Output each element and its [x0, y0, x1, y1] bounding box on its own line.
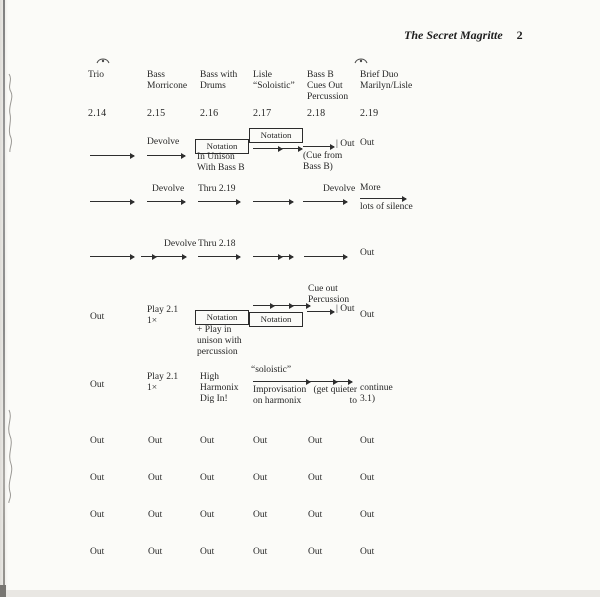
cell-text: “soloistic”	[251, 365, 292, 375]
out-label: Out	[308, 436, 323, 446]
out-label: Out	[253, 510, 268, 520]
out-label: Out	[148, 510, 163, 520]
arrow-icon	[253, 148, 302, 149]
out-label: Out	[360, 510, 375, 520]
arrow-icon	[198, 256, 240, 257]
column-header-bass-with-drums: Bass with Drums	[200, 70, 238, 91]
out-label: Out	[148, 547, 163, 557]
arrow-icon	[253, 305, 310, 306]
notation-box: Notation	[249, 128, 303, 143]
arrow-icon	[307, 311, 334, 312]
out-label: Out	[200, 547, 215, 557]
out-label: Out	[90, 547, 105, 557]
section-number: 2.19	[360, 108, 379, 119]
section-number: 2.16	[200, 108, 219, 119]
scan-squiggle-icon	[4, 72, 18, 152]
out-label: Out	[308, 473, 323, 483]
cell-text: Play 2.1 1×	[147, 372, 179, 393]
cell-text: continue 3.1)	[360, 383, 393, 404]
column-header-bass-b: Bass B Cues Out Percussion	[307, 70, 349, 102]
column-header-trio: Trio	[88, 70, 105, 80]
arrow-icon	[303, 201, 347, 202]
arrow-icon	[360, 198, 406, 199]
out-label: Out	[360, 473, 375, 483]
cell-text: Out	[90, 380, 105, 390]
out-label: Out	[200, 510, 215, 520]
out-label: Out	[148, 436, 163, 446]
cell-text: lots of silence	[360, 202, 413, 212]
section-number: 2.18	[307, 108, 326, 119]
arrow-icon	[253, 256, 293, 257]
arrow-icon	[303, 146, 334, 147]
cell-text: Thru 2.19	[198, 184, 236, 194]
column-header-bass-morricone: Bass Morricone	[147, 70, 188, 91]
arrow-icon	[90, 155, 134, 156]
arrow-icon	[147, 155, 185, 156]
arrow-icon	[253, 201, 293, 202]
arrow-icon	[304, 256, 347, 257]
cell-text: Devolve	[164, 239, 197, 249]
bottom-left-scan-mark	[0, 585, 6, 597]
fermata-icon	[95, 53, 111, 65]
cell-text: | Out	[336, 139, 355, 149]
arrow-icon	[90, 256, 134, 257]
cell-text: (get quieter to	[313, 385, 357, 406]
cell-text: (Cue from Bass B)	[303, 151, 343, 172]
cell-text: + Play in unison with percussion	[197, 325, 242, 357]
arrow-icon	[90, 201, 134, 202]
page-bottom-edge	[0, 590, 600, 597]
out-label: Out	[308, 510, 323, 520]
cell-text: Out	[360, 138, 375, 148]
out-label: Out	[360, 436, 375, 446]
cell-text: Improvisation on harmonix	[253, 385, 307, 406]
cell-text: Devolve	[152, 184, 185, 194]
out-label: Out	[253, 547, 268, 557]
arrow-icon	[147, 201, 185, 202]
out-label: Out	[308, 547, 323, 557]
cell-text: Thru 2.18	[198, 239, 236, 249]
column-header-brief-duo: Brief Duo Marilyn/Lisle	[360, 70, 413, 91]
cell-text: Out	[360, 248, 375, 258]
cell-text: More	[360, 183, 381, 193]
running-head	[404, 28, 523, 43]
cell-text: Devolve	[323, 184, 356, 194]
cell-text: In Unison With Bass B	[197, 152, 245, 173]
notation-box: Notation	[195, 139, 249, 154]
out-label: Out	[90, 436, 105, 446]
notation-box: Notation	[195, 310, 249, 325]
notation-box: Notation	[249, 312, 303, 327]
section-number: 2.14	[88, 108, 107, 119]
arrow-icon	[253, 381, 310, 382]
section-number: 2.15	[147, 108, 166, 119]
cell-text: | Out	[336, 304, 355, 314]
cell-text: Out	[360, 310, 375, 320]
fermata-icon	[353, 53, 369, 65]
out-label: Out	[253, 473, 268, 483]
out-label: Out	[90, 510, 105, 520]
scan-squiggle-icon	[2, 408, 18, 503]
arrow-icon	[307, 381, 352, 382]
cell-text: Out	[90, 312, 105, 322]
cell-text: Play 2.1 1×	[147, 305, 179, 326]
out-label: Out	[360, 547, 375, 557]
arrow-icon	[198, 201, 240, 202]
cell-text: Cue out Percussion	[308, 284, 350, 305]
page-number: 2	[516, 28, 523, 42]
out-label: Out	[200, 473, 215, 483]
arrow-icon	[141, 256, 186, 257]
out-label: Out	[200, 436, 215, 446]
column-header-lisle: Lisle “Soloistic”	[253, 70, 295, 91]
out-label: Out	[90, 473, 105, 483]
out-label: Out	[253, 436, 268, 446]
section-number: 2.17	[253, 108, 272, 119]
out-label: Out	[148, 473, 163, 483]
page-title: The Secret Magritte	[404, 28, 503, 42]
cell-text: Devolve	[147, 137, 180, 147]
cell-text: High Harmonix Dig In!	[200, 372, 239, 404]
